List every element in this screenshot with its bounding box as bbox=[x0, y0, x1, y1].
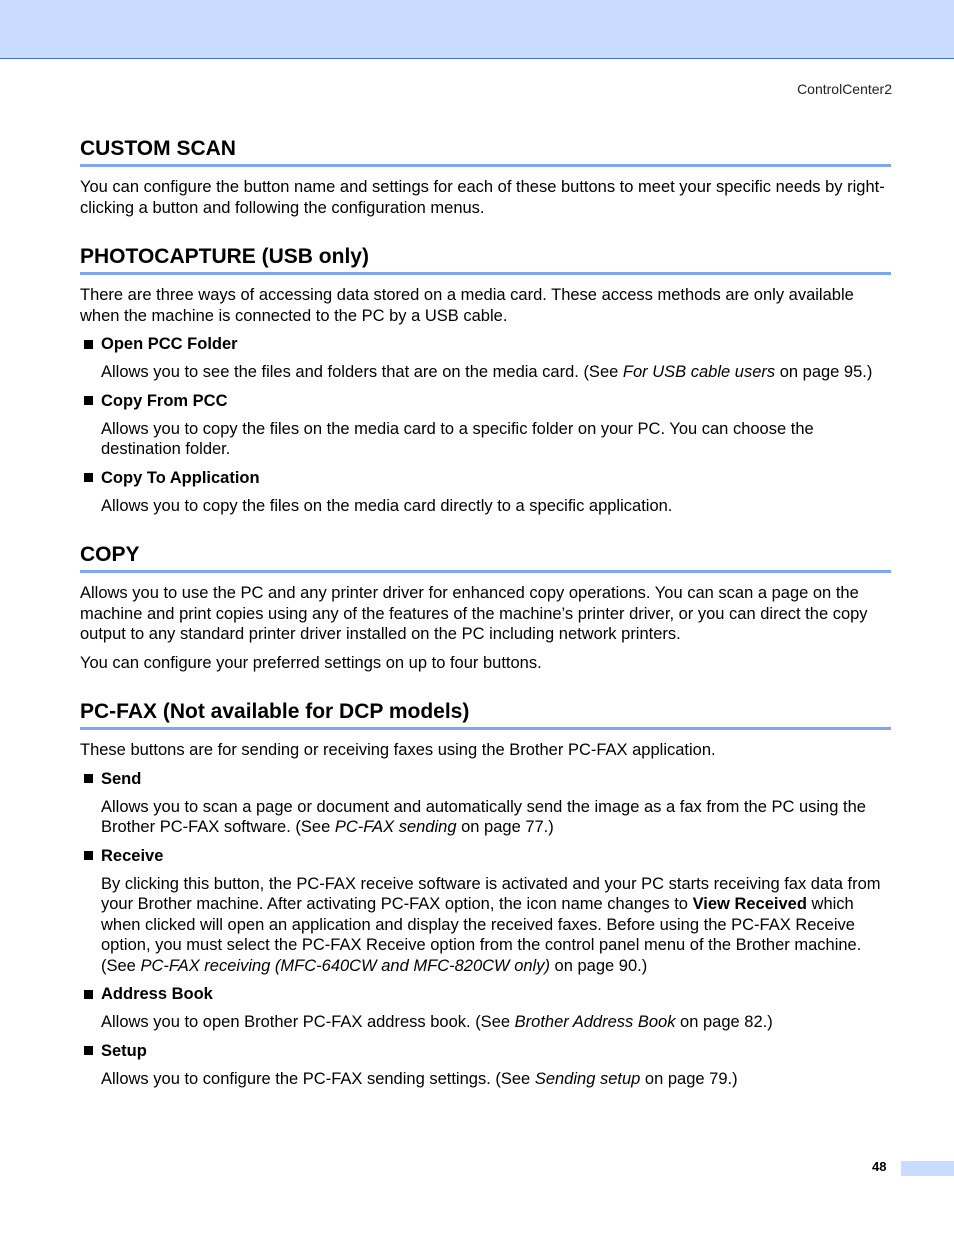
cross-reference-link[interactable]: PC-FAX sending bbox=[334, 818, 457, 836]
cross-reference-link[interactable]: Brother Address Book bbox=[514, 1013, 676, 1031]
cross-reference-link[interactable]: PC-FAX receiving (MFC-640CW and MFC-820CW only) bbox=[140, 956, 550, 975]
section-copy bbox=[80, 540, 891, 673]
section-title: PC-FAX (Not available for DCP models) bbox=[80, 697, 891, 730]
item-title-setup: Setup bbox=[84, 1041, 891, 1061]
square-bullet-icon bbox=[84, 1046, 93, 1055]
square-bullet-icon bbox=[84, 473, 93, 482]
square-bullet-icon bbox=[84, 396, 93, 405]
square-bullet-icon bbox=[84, 851, 93, 860]
item-body: Allows you to open Brother PC-FAX address book. (See Brother Address Book on page 82.) bbox=[101, 1013, 773, 1031]
square-bullet-icon bbox=[84, 990, 93, 999]
section-custom-scan bbox=[80, 134, 891, 218]
item-body: Allows you to see the files and folders that are on the media card. (See For USB cable users on page 95.) bbox=[101, 363, 873, 381]
section-pc-fax bbox=[80, 697, 891, 1089]
section-title: CUSTOM SCAN bbox=[80, 134, 891, 167]
page-content bbox=[80, 126, 891, 1113]
cross-reference-link[interactable]: Sending setup bbox=[534, 1069, 641, 1088]
item-body: Allows you to copy the files on the media card directly to a specific application. bbox=[101, 496, 673, 515]
section-title: COPY bbox=[80, 540, 891, 573]
section-title: PHOTOCAPTURE (USB only) bbox=[80, 242, 891, 275]
item-title-receive: Receive bbox=[84, 846, 891, 866]
page-number: 48 bbox=[872, 1159, 887, 1174]
cross-reference-link[interactable]: For USB cable users bbox=[622, 363, 776, 381]
item-title-open-pcc-folder: Open PCC Folder bbox=[84, 334, 891, 354]
section-intro-2: You can configure your preferred settings on up to four buttons. bbox=[80, 653, 542, 672]
section-intro: Allows you to use the PC and any printer driver for enhanced copy operations. You can scan a page on the machine and print copies using any of the features of the machine’s printer driver, or you can direct the copy output to any standard printer driver installed on the PC including network printers. bbox=[80, 584, 868, 643]
item-body: Allows you to configure the PC-FAX sending settings. (See Sending setup on page 79.) bbox=[101, 1069, 738, 1088]
item-body: By clicking this button, the PC-FAX receive software is activated and your PC starts receiving fax data from your Brother machine. After activating PC-FAX option, the icon name changes to View Received which when clicked will open an application and display the received faxes. Before using the PC-FAX Receive option, you must select the PC-FAX Receive option from the control panel menu of the Brother machine. (See PC-FAX receiving (MFC-640CW and MFC-820CW only) on page 90.) bbox=[101, 874, 881, 975]
section-photocapture bbox=[80, 242, 891, 516]
item-body: Allows you to copy the files on the media card to a specific folder on your PC. You can choose the destination folder. bbox=[101, 419, 814, 458]
item-title-address-book: Address Book bbox=[84, 984, 891, 1004]
item-title-copy-from-pcc: Copy From PCC bbox=[84, 391, 891, 411]
square-bullet-icon bbox=[84, 340, 93, 349]
square-bullet-icon bbox=[84, 774, 93, 783]
section-intro: These buttons are for sending or receiving faxes using the Brother PC-FAX application. bbox=[80, 741, 716, 759]
item-title-send: Send bbox=[84, 769, 891, 789]
running-header: ControlCenter2 bbox=[797, 81, 892, 97]
section-intro: There are three ways of accessing data stored on a media card. These access methods are only available when the machine is connected to the PC by a USB cable. bbox=[80, 286, 854, 325]
ui-term: View Received bbox=[692, 895, 807, 913]
section-intro: You can configure the button name and settings for each of these buttons to meet your specific needs by right-clicking a button and following the configuration menus. bbox=[80, 178, 885, 217]
footer-tab bbox=[901, 1161, 954, 1176]
top-banner bbox=[0, 0, 954, 59]
item-title-copy-to-application: Copy To Application bbox=[84, 468, 891, 488]
item-body: Allows you to scan a page or document and automatically send the image as a fax from the PC using the Brother PC-FAX software. (See PC-FAX sending on page 77.) bbox=[101, 797, 866, 836]
